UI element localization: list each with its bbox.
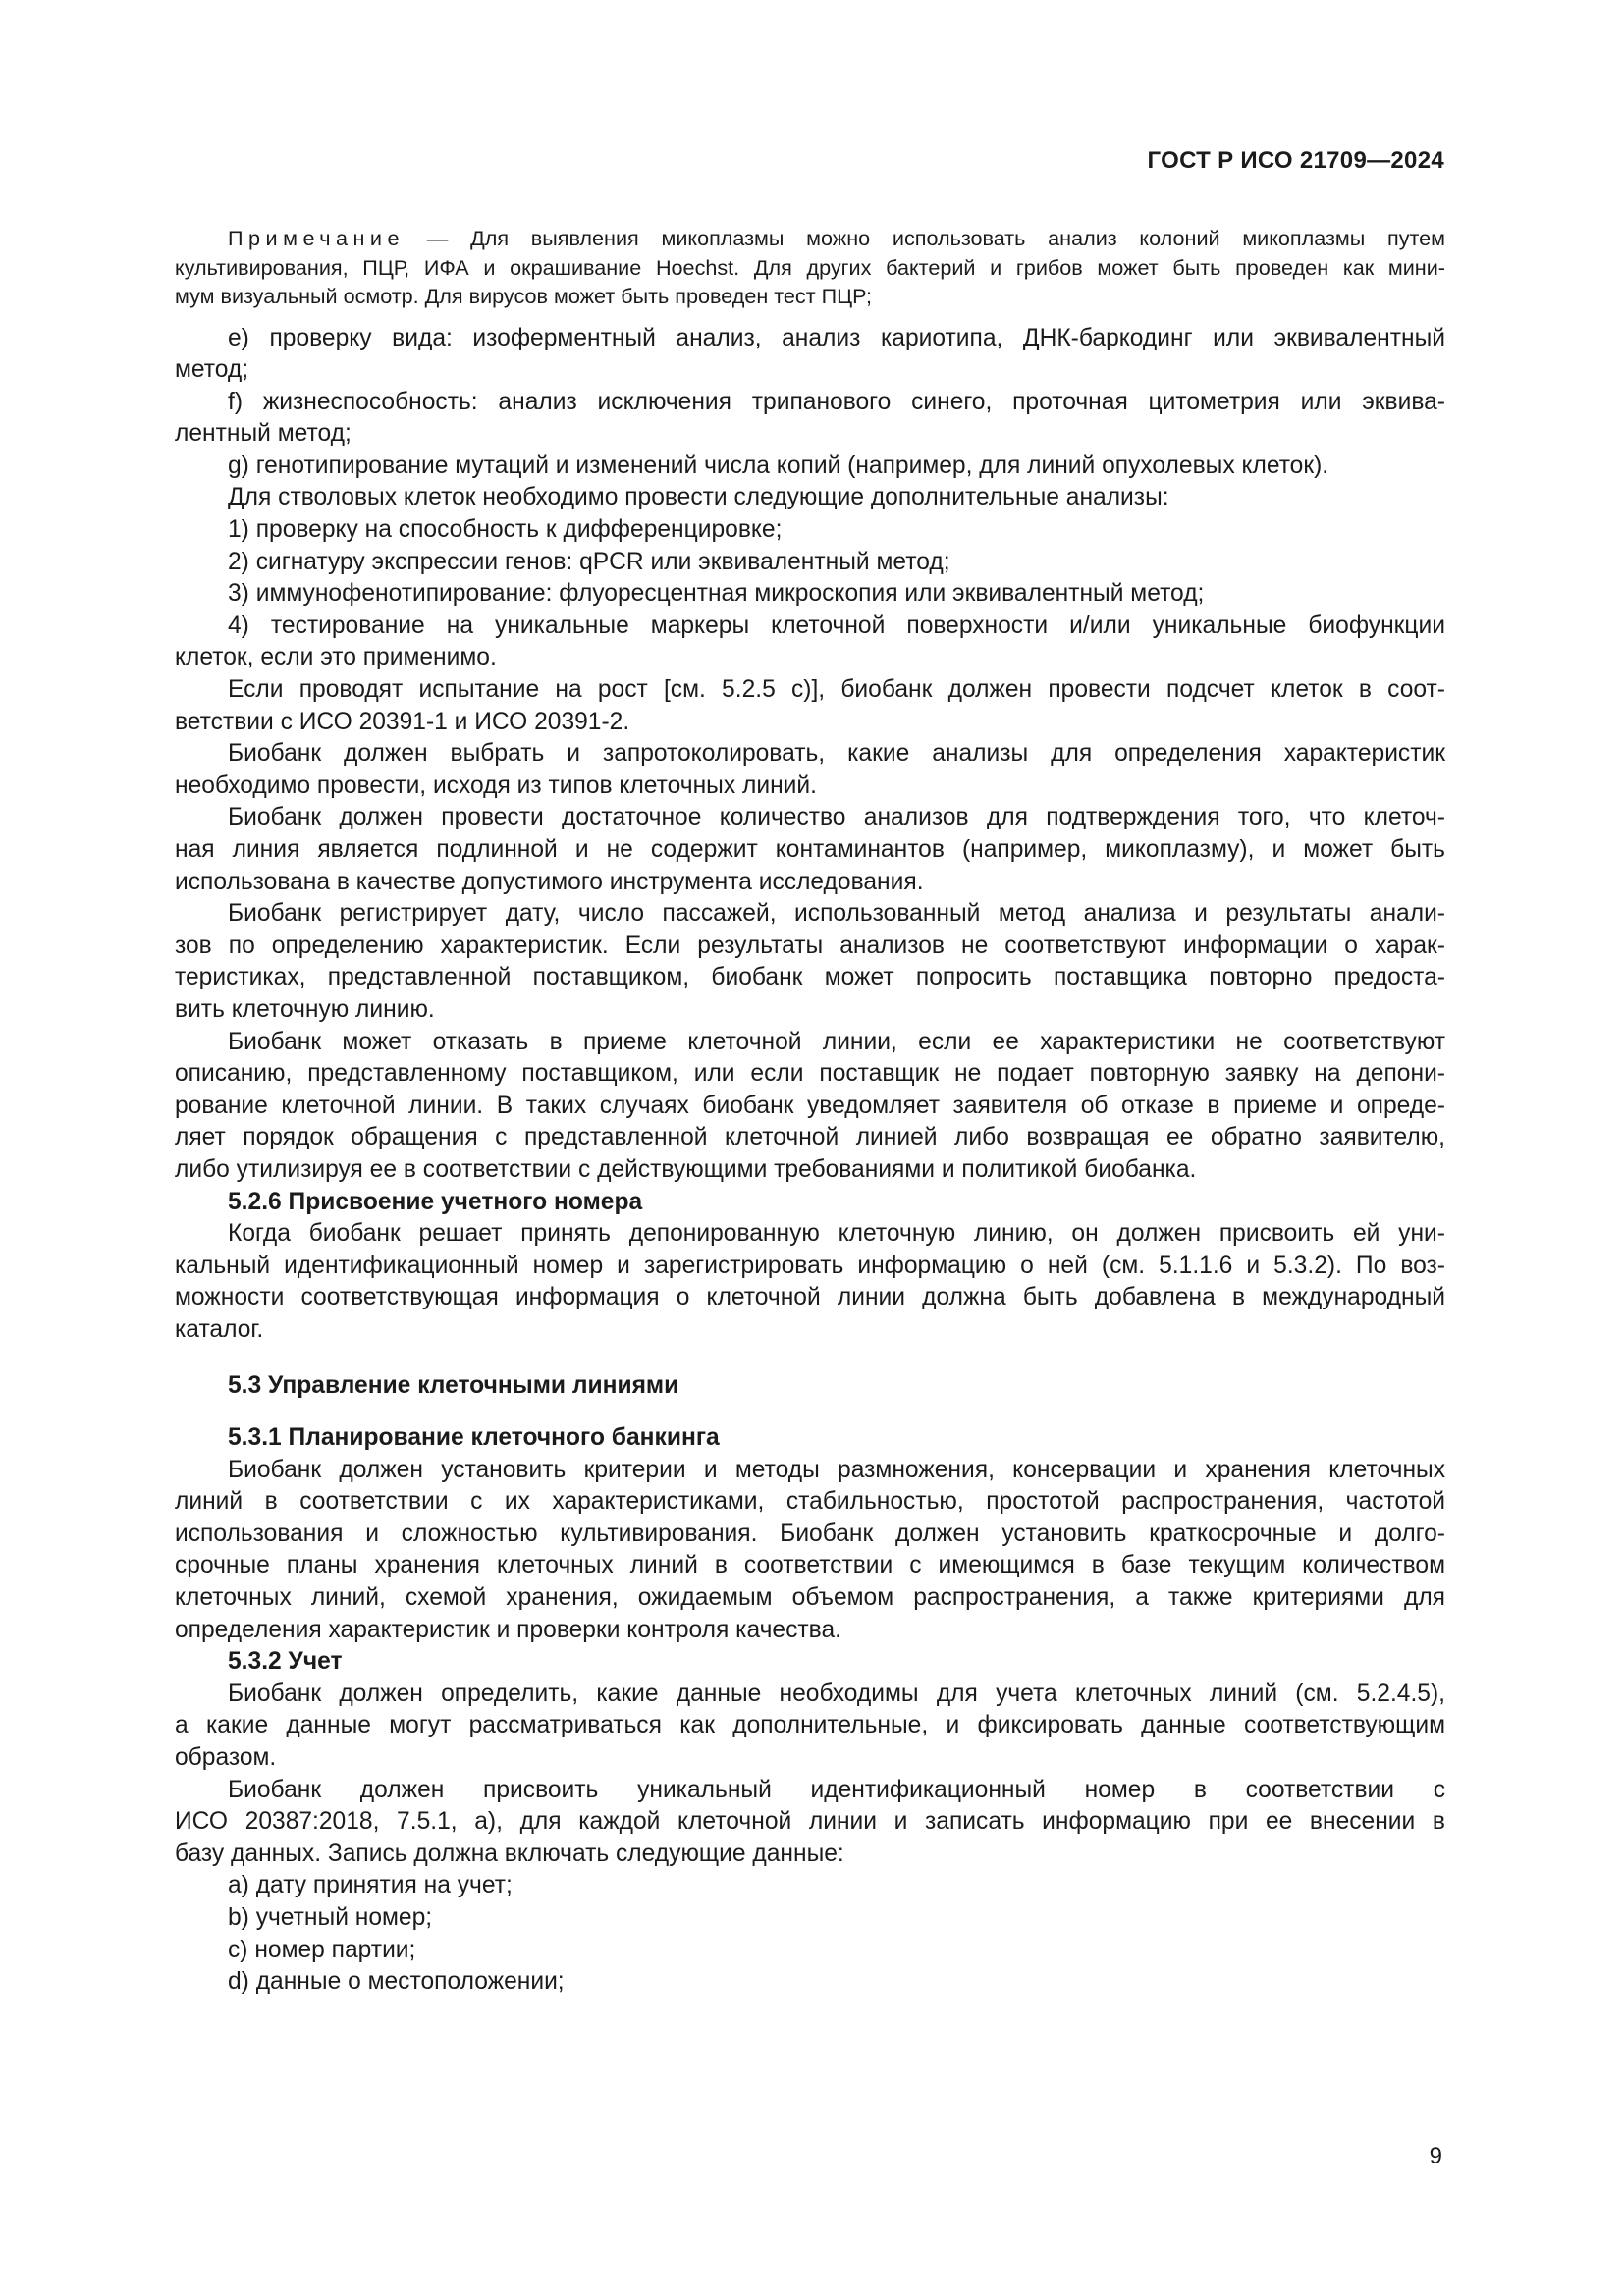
section-heading-5-3: 5.3 Управление клеточными линиями xyxy=(228,1371,679,1399)
text-line: Для стволовых клеток необходимо провести следующие дополнительные анализы: xyxy=(228,484,1169,511)
text-line: Биобанк должен выбрать и запротоколировать, какие анализы для определения характеристик xyxy=(228,740,1445,768)
text-line: ИСО 20387:2018, 7.5.1, а), для каждой клеточной линии и записать информацию при ее внесении в xyxy=(175,1808,1445,1836)
paragraph-5-2-6 xyxy=(175,1218,1445,1346)
note-label: Примечание xyxy=(228,226,405,250)
section-heading-5-2-6: 5.2.6 Присвоение учетного номера xyxy=(228,1188,643,1215)
page-number: 9 xyxy=(1429,2143,1442,2169)
text-line: кальный идентификационный номер и зарегистрировать информацию о ней (см. 5.1.1.6 и 5.3.2). По воз- xyxy=(175,1252,1445,1279)
text-line: линий в соответствии с их характеристиками, стабильностью, простотой распространения, частотой xyxy=(175,1488,1445,1516)
list-item: a) дату принятия на учет; xyxy=(228,1872,513,1899)
body-paragraphs xyxy=(175,323,1445,1187)
text-line: определения характеристик и проверки контроля качества. xyxy=(175,1616,841,1643)
text-line: Биобанк должен определить, какие данные необходимы для учета клеточных линий (см. 5.2.4.5), xyxy=(228,1680,1445,1707)
body-paragraph xyxy=(175,611,1445,674)
record-items-list xyxy=(175,1870,1445,1998)
section-heading-5-3-1: 5.3.1 Планирование клеточного банкинга xyxy=(228,1424,720,1452)
text-line: клеточных линий, схемой хранения, ожидаемым объемом распространения, а также критериями для xyxy=(175,1584,1445,1612)
list-item: c) номер партии; xyxy=(228,1936,416,1963)
list-item: d) данные о местоположении; xyxy=(228,1968,565,1996)
text-line: теристиках, представленной поставщиком, биобанк может попросить поставщика повторно предоста- xyxy=(175,964,1445,991)
text-line: 4) тестирование на уникальные маркеры клеточной поверхности и/или уникальные биофункции xyxy=(228,612,1445,639)
body-paragraph xyxy=(175,514,1445,547)
text-line: 1) проверку на способность к дифференцировке; xyxy=(228,516,783,544)
text-line: клеток, если это применимо. xyxy=(175,644,497,671)
text-line: f) жизнеспособность: анализ исключения трипанового синего, проточная цитометрия или эквива- xyxy=(228,388,1445,415)
text-line: 3) иммунофенотипирование: флуоресцентная микроскопия или эквивалентный метод; xyxy=(228,580,1205,608)
paragraph-5-3-2-a xyxy=(175,1679,1445,1775)
body-paragraph xyxy=(175,578,1445,611)
document-code-header: ГОСТ Р ИСО 21709—2024 xyxy=(1147,147,1444,174)
text-line: Биобанк регистрирует дату, число пассажей, использованный метод анализа и результаты анали- xyxy=(228,900,1445,928)
body-paragraph xyxy=(175,738,1445,802)
text-line: ляет порядок обращения с представленной клеточной линией либо возвращая ее обратно заявителю, xyxy=(175,1124,1445,1151)
note-line: Примечание — Для выявления микоплазмы можно использовать анализ колоний микоплазмы путем xyxy=(228,226,1445,250)
text-line: базу данных. Запись должна включать следующие данные: xyxy=(175,1840,844,1867)
body-paragraph xyxy=(175,547,1445,579)
text-line: необходимо провести, исходя из типов клеточных линий. xyxy=(175,772,817,799)
list-item: b) учетный номер; xyxy=(228,1904,433,1931)
note-line: мум визуальный осмотр. Для вирусов может быть проведен тест ПЦР; xyxy=(175,284,873,308)
text-line: можности соответствующая информация о клеточной линии должна быть добавлена в международный xyxy=(175,1284,1445,1311)
text-line: ная линия является подлинной и не содержит контаминантов (например, микоплазму), и может быть xyxy=(175,836,1445,863)
text-line: Если проводят испытание на рост [см. 5.2.5 с)], биобанк должен провести подсчет клеток в соот- xyxy=(228,676,1445,704)
text-line: описанию, представленному поставщиком, или если поставщик не подает повторную заявку на депони- xyxy=(175,1060,1445,1088)
text-line: зов по определению характеристик. Если результаты анализов не соответствуют информации о харак- xyxy=(175,932,1445,959)
body-paragraph xyxy=(175,387,1445,451)
text-line: срочные планы хранения клеточных линий в соответствии с имеющимся в базе текущим количеством xyxy=(175,1552,1445,1579)
body-paragraph xyxy=(175,898,1445,1026)
text-line: e) проверку вида: изоферментный анализ, анализ кариотипа, ДНК-баркодинг или эквивалентный xyxy=(228,324,1445,351)
text-line: 2) сигнатуру экспрессии генов: qPCR или эквивалентный метод; xyxy=(228,548,950,575)
note-block xyxy=(175,224,1445,311)
text-line: Биобанк может отказать в приеме клеточной линии, если ее характеристики не соответствуют xyxy=(228,1028,1445,1055)
text-line: либо утилизируя ее в соответствии с действующими требованиями и политикой биобанка. xyxy=(175,1155,1197,1183)
body-paragraph xyxy=(175,482,1445,514)
text-line: Биобанк должен присвоить уникальный идентификационный номер в соответствии с xyxy=(228,1776,1445,1803)
text-line: Биобанк должен провести достаточное количество анализов для подтверждения того, что клеточ- xyxy=(228,804,1445,831)
text-line: образом. xyxy=(175,1744,277,1772)
note-line: культивирования, ПЦР, ИФА и окрашивание Hoechst. Для других бактерий и грибов может быть проведен как мини- xyxy=(175,254,1445,280)
body-paragraph xyxy=(175,802,1445,898)
text-line: g) генотипирование мутаций и изменений числа копий (например, для линий опухолевых клеток). xyxy=(228,452,1329,479)
text-line: каталог. xyxy=(175,1315,264,1343)
page-content xyxy=(175,224,1445,1999)
body-paragraph xyxy=(175,674,1445,738)
text-line: ветствии с ИСО 20391-1 и ИСО 20391-2. xyxy=(175,708,630,735)
text-line: Биобанк должен установить критерии и методы размножения, консервации и хранения клеточных xyxy=(228,1456,1445,1483)
text-line: использования и сложностью культивирования. Биобанк должен установить краткосрочные и долго- xyxy=(175,1520,1445,1547)
text-line: метод; xyxy=(175,356,249,384)
body-paragraph xyxy=(175,451,1445,483)
text-line: лентный метод; xyxy=(175,420,352,448)
paragraph-5-3-2-b xyxy=(175,1775,1445,1871)
text-line: а какие данные могут рассматриваться как дополнительные, и фиксировать данные соответствующим xyxy=(175,1712,1445,1739)
text-line: вить клеточную линию. xyxy=(175,995,435,1023)
text-line: рование клеточной линии. В таких случаях биобанк уведомляет заявителя об отказе в приеме и опреде- xyxy=(175,1092,1445,1119)
text-line: Когда биобанк решает принять депонированную клеточную линию, он должен присвоить ей уни- xyxy=(228,1220,1445,1248)
section-heading-5-3-2: 5.3.2 Учет xyxy=(228,1648,343,1676)
body-paragraph xyxy=(175,323,1445,387)
body-paragraph xyxy=(175,1027,1445,1187)
paragraph-5-3-1 xyxy=(175,1455,1445,1647)
text-line: использована в качестве допустимого инструмента исследования. xyxy=(175,868,924,895)
